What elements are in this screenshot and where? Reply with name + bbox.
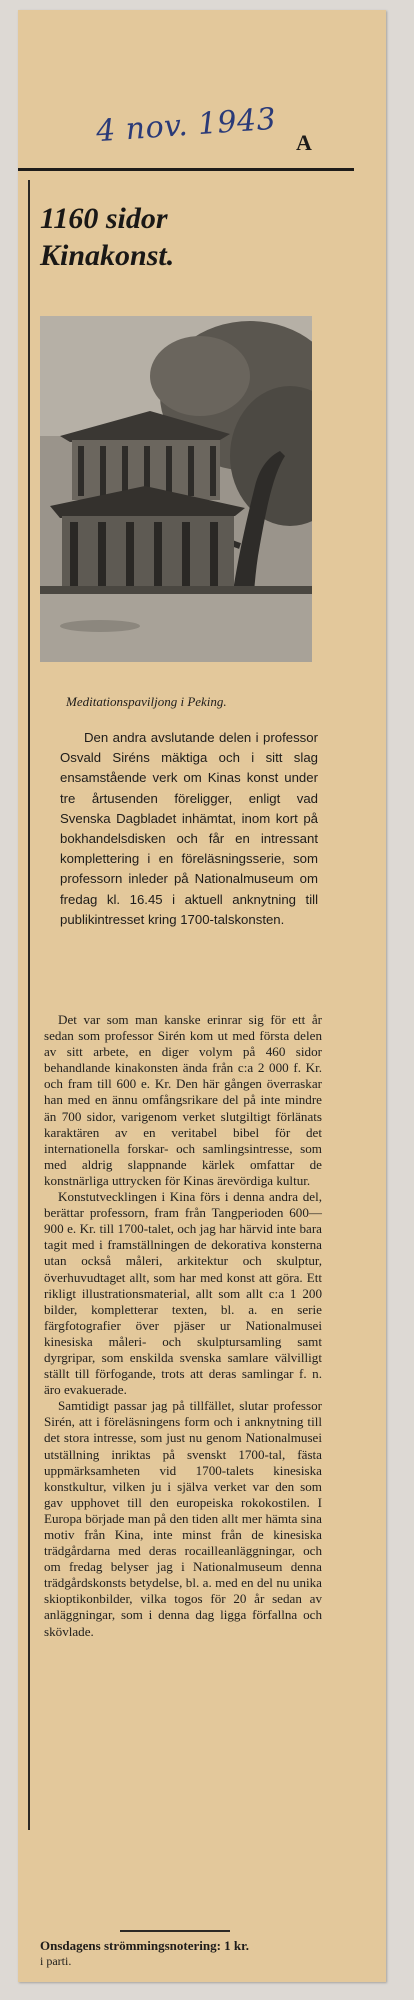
headline-line-1: 1160 sidor bbox=[40, 202, 168, 235]
newspaper-clipping bbox=[18, 10, 386, 1982]
body-paragraph: Det var som man kanske erinrar sig för ett år sedan som professor Sirén kom ut med första delen av sitt arbete, en diger volym på 460 sidor behandlande kinakonsten ända från c:a 2 000 f. Kr. och fram till 600 e. Kr. Den här gången överraskar han med en ännu omfångsrikare del på inte mindre än 700 sidor, varigenom verket slutgiltigt förlänats karaktären av en veritabel bibel för det internationella forskar- och samlingsintresse, som med aldrig slappnande kärlek omfattar de konstnärliga uttrycken för Kinas ärevördiga kultur. bbox=[44, 1012, 322, 1188]
article-body bbox=[44, 1012, 322, 1640]
body-paragraph: Samtidigt passar jag på tillfället, slutar professor Sirén, att i föreläsningens form och i anknytning till det stora intresse, som just nu genom Nationalmusei utställning inriktas på svenskt 1700-tal, fästa uppmärksamheten vid 1700-talets kinesiska konstkultur, vilken ju i själva verket var den som gav upphovet till den europeiska rokokostilen. I Europa började man på den tiden allt mer hämta sina motiv från Kina, inte minst från de kinesiska trädgårdarna med deras rocailleanläggningar, och om fredag belyser jag i Nationalmuseum denna trädgårdskonsts betydelse, bl. a. med en del nu unika skioptikonbilder, vilka togos för 20 år sedan av anläggningar, som i denna dag ligga förfallna och skövlade. bbox=[44, 1398, 322, 1639]
pavilion-photo bbox=[40, 316, 312, 662]
notice-continuation: i parti. bbox=[40, 1954, 72, 1968]
notice-line: Onsdagens strömmingsnotering: 1 kr. bbox=[40, 1938, 249, 1953]
lead-paragraph: Den andra avslutande delen i professor Osvald Siréns mäktiga och i sitt slag ensamstående verk om Kinas konst under tre årtusenden föreligger, enligt vad Svenska Dagbladet inhämtat, inom kort på bokhandelsdisken och får en intressant komplettering i en föreläsningsserie, som professorn inleder på Nationalmuseum om fredag kl. 16.45 i aktuell anknytning till publikintresset kring 1700-talskonsten. bbox=[60, 730, 318, 927]
column-rule bbox=[28, 180, 30, 1830]
end-rule bbox=[120, 1930, 230, 1932]
market-notice bbox=[40, 1938, 340, 1969]
headline-line-2: Kinakonst. bbox=[40, 239, 175, 272]
pavilion-photo-illustration bbox=[40, 316, 312, 662]
body-paragraph: Konstutvecklingen i Kina förs i denna andra del, berättar professorn, fram från Tangperioden 600—900 e. Kr. till 1700-talet, och jag har härvid inte bara tagit med i framställningen de dekorativa konsterna utan också måleri, arkitektur och skulptur, överhuvudtaget allt, som har med konst att göra. Ett rikligt illustrationsmaterial, allt som allt c:a 1 200 bilder, kompletterar texten, bl. a. en serie färgfotografier över pjäser ur Nationalmusei kinesiska måleri- och skulptursamling samt dyrgripar, som enskilda svenska samlare välvilligt ställt till förfogande, trots att deras samlingar f. n. äro evakuerade. bbox=[44, 1189, 322, 1398]
headline bbox=[40, 200, 340, 274]
photo-caption: Meditationspaviljong i Peking. bbox=[66, 694, 227, 709]
handwritten-date: 4 nov. 1943 bbox=[94, 101, 278, 150]
edition-mark: A bbox=[296, 130, 312, 155]
top-rule bbox=[18, 168, 354, 171]
